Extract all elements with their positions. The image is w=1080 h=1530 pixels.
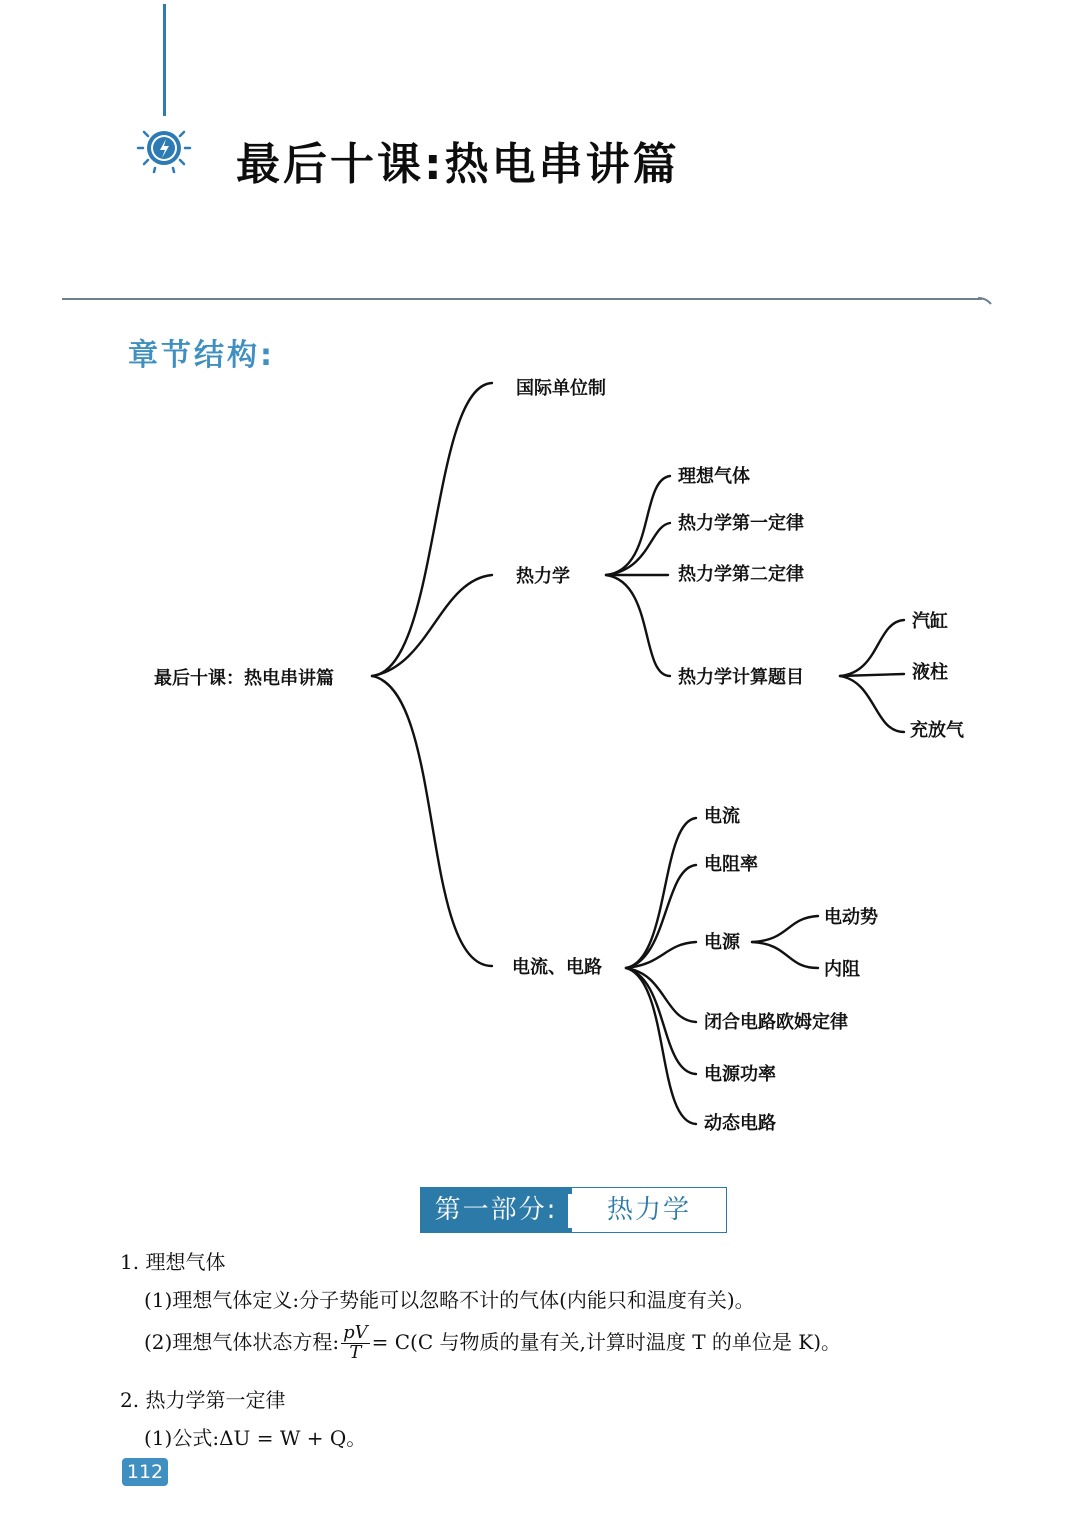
- item2-formula: (1)公式:ΔU = W + Q。: [144, 1426, 367, 1450]
- page-number: 112: [122, 1458, 168, 1486]
- edge-source-internal: [752, 942, 818, 968]
- item2-title: 2. 热力学第一定律: [120, 1388, 286, 1412]
- node-ideal-gas: 理想气体: [678, 466, 750, 487]
- section-heading: 章节结构:: [128, 338, 275, 373]
- node-ohm-law: 闭合电路欧姆定律: [704, 1012, 848, 1033]
- fraction-numerator: pV: [343, 1322, 368, 1343]
- edge-circuit-current: [626, 818, 696, 968]
- fraction-denominator: T: [349, 1341, 362, 1363]
- lightbulb-lightning-icon: [120, 112, 210, 182]
- node-source-power: 电源功率: [704, 1064, 776, 1085]
- node-first-law: 热力学第一定律: [678, 513, 804, 534]
- node-circuit: 电流、电路: [512, 957, 602, 978]
- item1-equation: [144, 1324, 841, 1363]
- part-banner: [420, 1187, 728, 1233]
- edge-calc-cylinder: [840, 620, 904, 676]
- header-divider: [62, 298, 982, 300]
- edge-root-circuit: [372, 676, 492, 966]
- edge-circuit-power: [626, 968, 696, 1074]
- item1-definition: (1)理想气体定义:分子势能可以忽略不计的气体(内能只和温度有关)。: [144, 1288, 755, 1312]
- divider-tail: [978, 297, 992, 305]
- edge-thermo-calc: [606, 575, 670, 676]
- edge-root-thermo: [372, 575, 492, 676]
- node-emf: 电动势: [824, 907, 878, 928]
- page-title: 最后十课:热电串讲篇: [236, 139, 680, 190]
- node-resistivity: 电阻率: [704, 854, 758, 875]
- equation-fraction: [341, 1324, 370, 1363]
- node-internal-resistance: 内阻: [824, 959, 860, 980]
- node-liquid-column: 液柱: [912, 662, 948, 683]
- part-label: 第一部分:: [420, 1187, 572, 1233]
- node-units: 国际单位制: [516, 378, 606, 399]
- hanging-line: [163, 4, 166, 116]
- node-current: 电流: [704, 806, 740, 827]
- node-calc-problems: 热力学计算题目: [678, 667, 804, 688]
- equation-suffix: = C(C 与物质的量有关,计算时温度 T 的单位是 K)。: [371, 1329, 842, 1354]
- edge-circuit-resistivity: [626, 865, 696, 968]
- node-gas-charge: 充放气: [910, 720, 964, 741]
- node-power-source: 电源: [704, 932, 740, 953]
- edge-root-units: [372, 383, 492, 676]
- chapter-structure-mindmap: [0, 360, 1080, 1160]
- part-topic: 热力学: [572, 1187, 727, 1233]
- edge-source-emf: [752, 916, 818, 942]
- item1-title: 1. 理想气体: [120, 1250, 226, 1274]
- node-cylinder: 汽缸: [912, 611, 948, 632]
- node-second-law: 热力学第二定律: [678, 564, 804, 585]
- node-root: 最后十课：热电串讲篇: [154, 668, 334, 689]
- edge-calc-gas: [840, 676, 904, 732]
- node-dynamic-circuit: 动态电路: [704, 1113, 776, 1134]
- node-thermo: 热力学: [516, 566, 570, 587]
- equation-prefix: (2)理想气体状态方程:: [144, 1329, 340, 1354]
